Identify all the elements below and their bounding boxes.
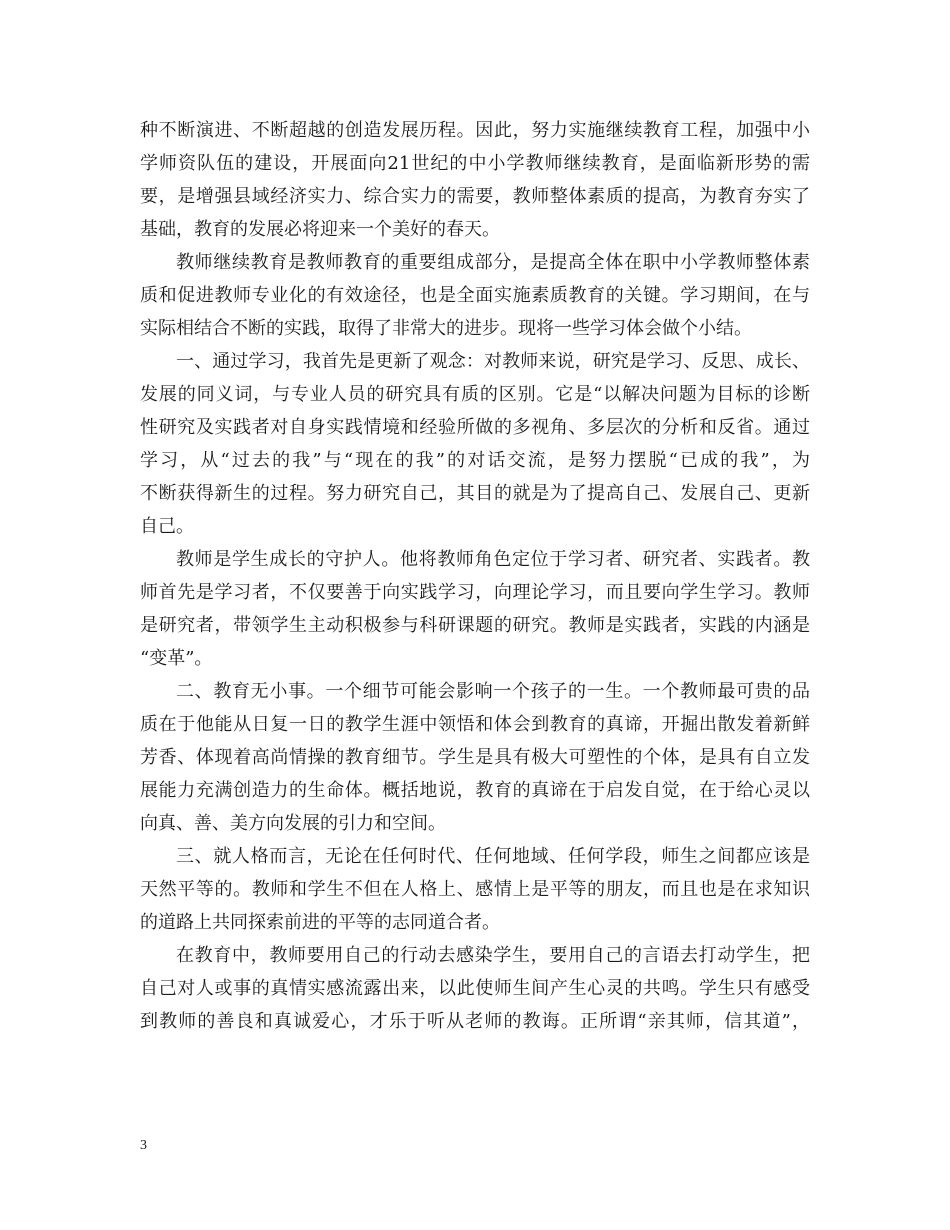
text-line: 不断获得新生的过程。努力研究自己，其目的就是为了提高自己、发展自己、更新 [140,483,810,504]
text-line: 要，是增强县域经济实力、综合实力的需要，教师整体素质的提高，为教育夯实了 [140,186,810,207]
paragraph-4 [140,543,810,675]
text-line: 学习，从“过去的我”与“现在的我”的对话交流，是努力摆脱“已成的我”，为 [140,450,810,471]
text-line: 一、通过学习，我首先是更新了观念：对教师来说，研究是学习、反思、成长、 [176,351,810,372]
text-line: 自己对人或事的真情实感流露出来，以此使师生间产生心灵的共鸣。学生只有感受 [140,978,810,999]
text-line: 实际相结合不断的实践，取得了非常大的进步。现将一些学习体会做个小结。 [140,318,752,339]
paragraph-1 [140,114,810,246]
text-line: 质和促进教师专业化的有效途径，也是全面实施素质教育的关键。学习期间，在与 [140,285,810,306]
text-line: 展能力充满创造力的生命体。概括地说，教育的真谛在于启发自觉，在于给心灵以 [140,780,810,801]
text-line: 学师资队伍的建设，开展面向21世纪的中小学教师继续教育，是面临新形势的需 [140,153,810,174]
text-line: “变革”。 [140,648,213,669]
text-line: 发展的同义词，与专业人员的研究具有质的区别。它是“以解决问题为目标的诊断 [140,384,810,405]
text-line: 质在于他能从日复一日的教学生涯中领悟和体会到教育的真谛，开掘出散发着新鲜 [140,714,810,735]
text-line: 到教师的善良和真诚爱心，才乐于听从老师的教诲。正所谓“亲其师，信其道”， [140,1011,810,1032]
body-text [140,114,810,1038]
text-line: 种不断演进、不断超越的创造发展历程。因此，努力实施继续教育工程，加强中小 [140,120,810,141]
text-line: 师首先是学习者，不仅要善于向实践学习，向理论学习，而且要向学生学习。教师 [140,582,810,603]
text-line: 教师继续教育是教师教育的重要组成部分，是提高全体在职中小学教师整体素 [176,252,810,273]
page-number: 3 [140,1138,147,1153]
text-line: 教师是学生成长的守护人。他将教师角色定位于学习者、研究者、实践者。教 [176,549,810,570]
paragraph-6 [140,840,810,939]
paragraph-3 [140,345,810,543]
paragraph-2 [140,246,810,345]
text-line: 二、教育无小事。一个细节可能会影响一个孩子的一生。一个教师最可贵的品 [176,681,810,702]
text-line: 的道路上共同探索前进的平等的志同道合者。 [140,912,500,933]
text-line: 基础，教育的发展必将迎来一个美好的春天。 [140,219,500,240]
paragraph-7 [140,939,810,1038]
text-line: 芳香、体现着高尚情操的教育细节。学生是具有极大可塑性的个体，是具有自立发 [140,747,810,768]
text-line: 自己。 [140,516,194,537]
text-line: 三、就人格而言，无论在任何时代、任何地域、任何学段，师生之间都应该是 [176,846,810,867]
text-line: 性研究及实践者对自身实践情境和经验所做的多视角、多层次的分析和反省。通过 [140,417,810,438]
text-line: 是研究者，带领学生主动积极参与科研课题的研究。教师是实践者，实践的内涵是 [140,615,810,636]
text-line: 天然平等的。教师和学生不但在人格上、感情上是平等的朋友，而且也是在求知识 [140,879,810,900]
paragraph-5 [140,675,810,840]
text-line: 向真、善、美方向发展的引力和空间。 [140,813,446,834]
text-line: 在教育中，教师要用自己的行动去感染学生，要用自己的言语去打动学生，把 [176,945,810,966]
